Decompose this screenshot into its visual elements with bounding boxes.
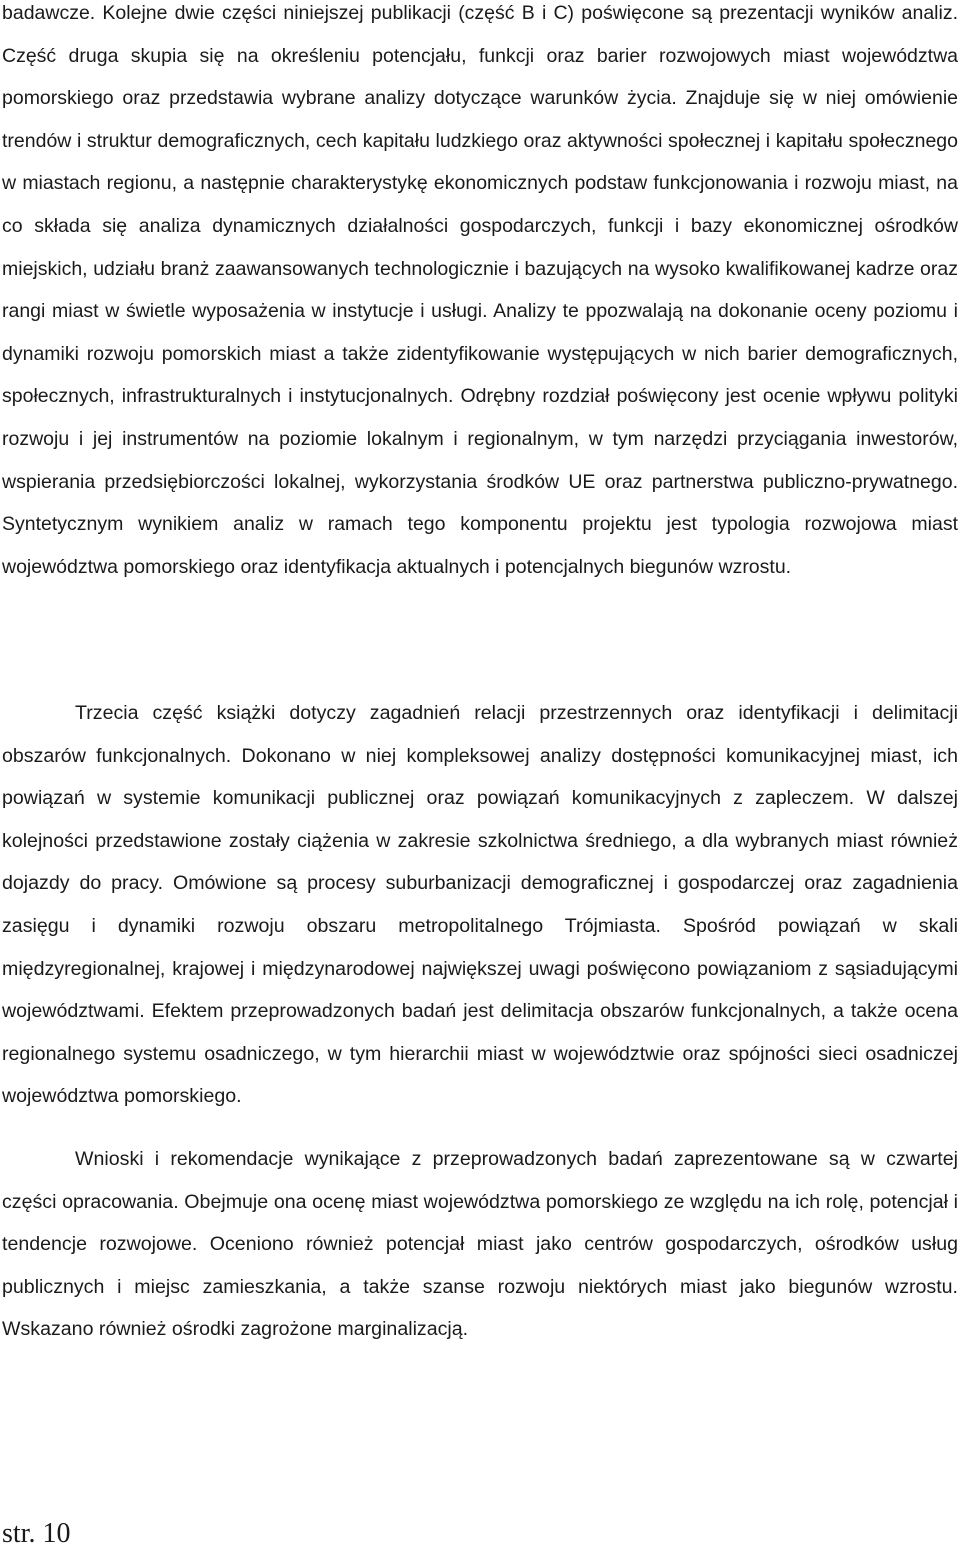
paragraph-conclusions: Wnioski i rekomendacje wynikające z przeprowadzonych badań zaprezentowane są w czwartej części opracowania. Obejmuje ona ocenę miast województwa pomorskiego ze względu na ich rolę, potencjał i tendencje rozwojowe. Oceniono również potencjał miast jako centrów gospodarczych, ośrodków usług publicznych i miejsc zamieszkania, a także szanse rozwoju niektórych miast jako biegunów wzrostu. Wskazano również ośrodki zagrożone marginalizacją. — [2, 1148, 958, 1341]
paragraph-third-part: Trzecia część książki dotyczy zagadnień relacji przestrzennych oraz identyfikacji i delimitacji obszarów funkcjonalnych. Dokonano w niej kompleksowej analizy dostępności komunikacyjnej miast, ich powiązań w systemie komunikacji publicznej oraz powiązań komunikacyjnych z zapleczem. W dalszej kolejności przedstawione zostały ciążenia w zakresie szkolnictwa średniego, a dla wybranych miast również dojazdy do pracy. Omówione są procesy suburbanizacji demograficznej i gospodarczej oraz zagadnienia zasięgu i dynamiki rozwoju obszaru metropolitalnego Trójmiasta. Spośród powiązań w skali międzyregionalnej, krajowej i międzynarodowej największej uwagi poświęcono powiązaniom z sąsiadującymi województwami. Efektem przeprowadzonych badań jest delimitacja obszarów funkcjonalnych, a także ocena regionalnego systemu osadniczego, w tym hierarchii miast w województwie oraz spójności sieci osadniczej województwa pomorskiego. — [2, 702, 958, 1108]
page-number: str. 10 — [2, 1518, 71, 1549]
paragraph-continuation: badawcze. Kolejne dwie części niniejszej publikacji (część B i C) poświęcone są prezentacji wyników analiz. Część druga skupia się na określeniu potencjału, funkcji oraz barier rozwojowych miast województwa pomorskiego oraz przedstawia wybrane analizy dotyczące warunków życia. Znajduje się w niej omówienie trendów i struktur demograficznych, cech kapitału ludzkiego oraz aktywności społecznej i kapitału społecznego w miastach regionu, a następnie charakterystykę ekonomicznych podstaw funkcjonowania i rozwoju miast, na co składa się analiza dynamicznych działalności gospodarczych, funkcji i bazy ekonomicznej ośrodków miejskich, udziału branż zaawansowanych technologicznie i bazujących na wysoko kwalifikowanej kadrze oraz rangi miast w świetle wyposażenia w instytucje i usługi. Analizy te ppozwalają na dokonanie oceny poziomu i dynamiki rozwoju pomorskich miast a także zidentyfikowanie występujących w nich barier demograficznych, społecznych, infrastrukturalnych i instytucjonalnych. Odrębny rozdział poświęcony jest ocenie wpływu polityki rozwoju i jej instrumentów na poziomie lokalnym i regionalnym, w tym narzędzi przyciągania inwestorów, wspierania przedsiębiorczości lokalnej, wykorzystania środków UE oraz partnerstwa publiczno-prywatnego. Syntetycznym wynikiem analiz w ramach tego komponentu projektu jest typologia rozwojowa miast województwa pomorskiego oraz identyfikacja aktualnych i potencjalnych biegunów wzrostu. — [2, 2, 958, 578]
